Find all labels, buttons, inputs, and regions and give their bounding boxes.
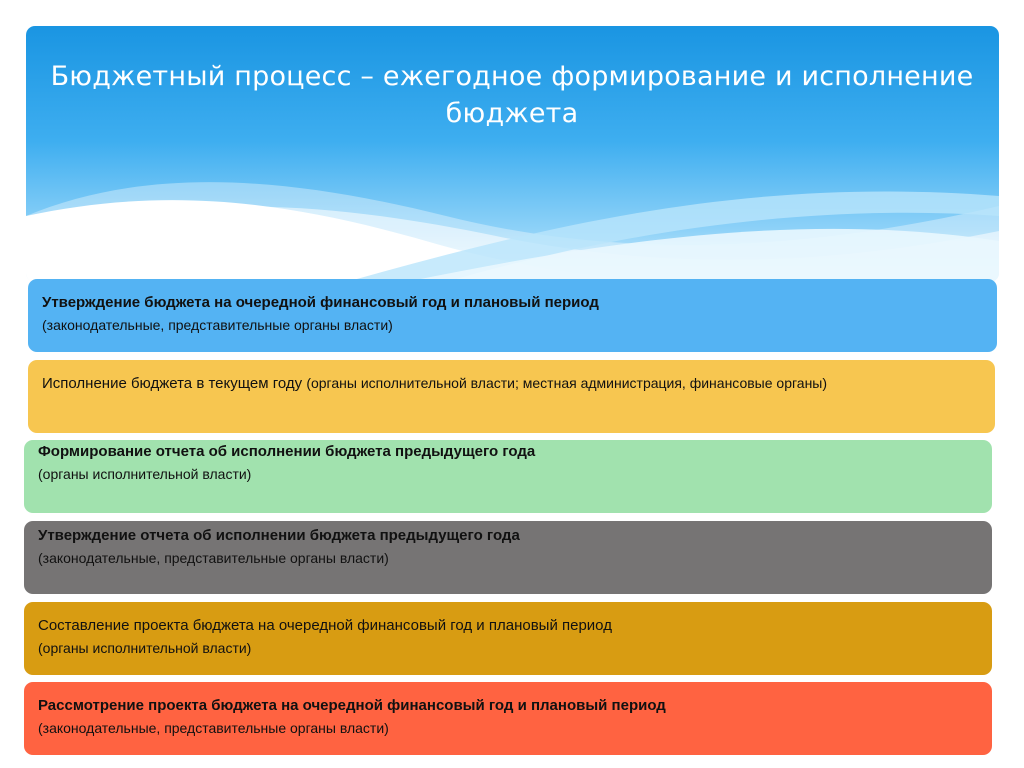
process-step-draft-budget (24, 602, 992, 675)
step-note: (законодательные, представительные органы власти) (38, 550, 389, 566)
process-step-approve-report (24, 521, 992, 594)
step-headline: Утверждение бюджета на очередной финансовый год и плановый период (42, 294, 599, 311)
step-note: (органы исполнительной власти; местная администрация, финансовые органы) (306, 375, 828, 391)
step-note: (законодательные, представительные органы власти) (42, 317, 393, 333)
step-headline: Утверждение отчета об исполнении бюджета предыдущего года (38, 527, 520, 544)
step-note: (органы исполнительной власти) (38, 640, 252, 656)
step-note: (законодательные, представительные органы власти) (38, 720, 389, 736)
process-step-review-draft (24, 682, 992, 755)
process-step-approve-budget (28, 279, 997, 352)
slide-title: Бюджетный процесс – ежегодное формирование и исполнение бюджета (50, 61, 974, 129)
step-headline: Исполнение бюджета в текущем году (42, 375, 303, 392)
step-note: (органы исполнительной власти) (38, 466, 252, 482)
step-headline: Формирование отчета об исполнении бюджета предыдущего года (38, 443, 536, 460)
step-headline: Составление проекта бюджета на очередной финансовый год и плановый период (38, 617, 612, 634)
process-step-form-report (24, 440, 992, 513)
step-headline: Рассмотрение проекта бюджета на очередной финансовый год и плановый период (38, 697, 666, 714)
process-step-execute-budget (28, 360, 995, 433)
